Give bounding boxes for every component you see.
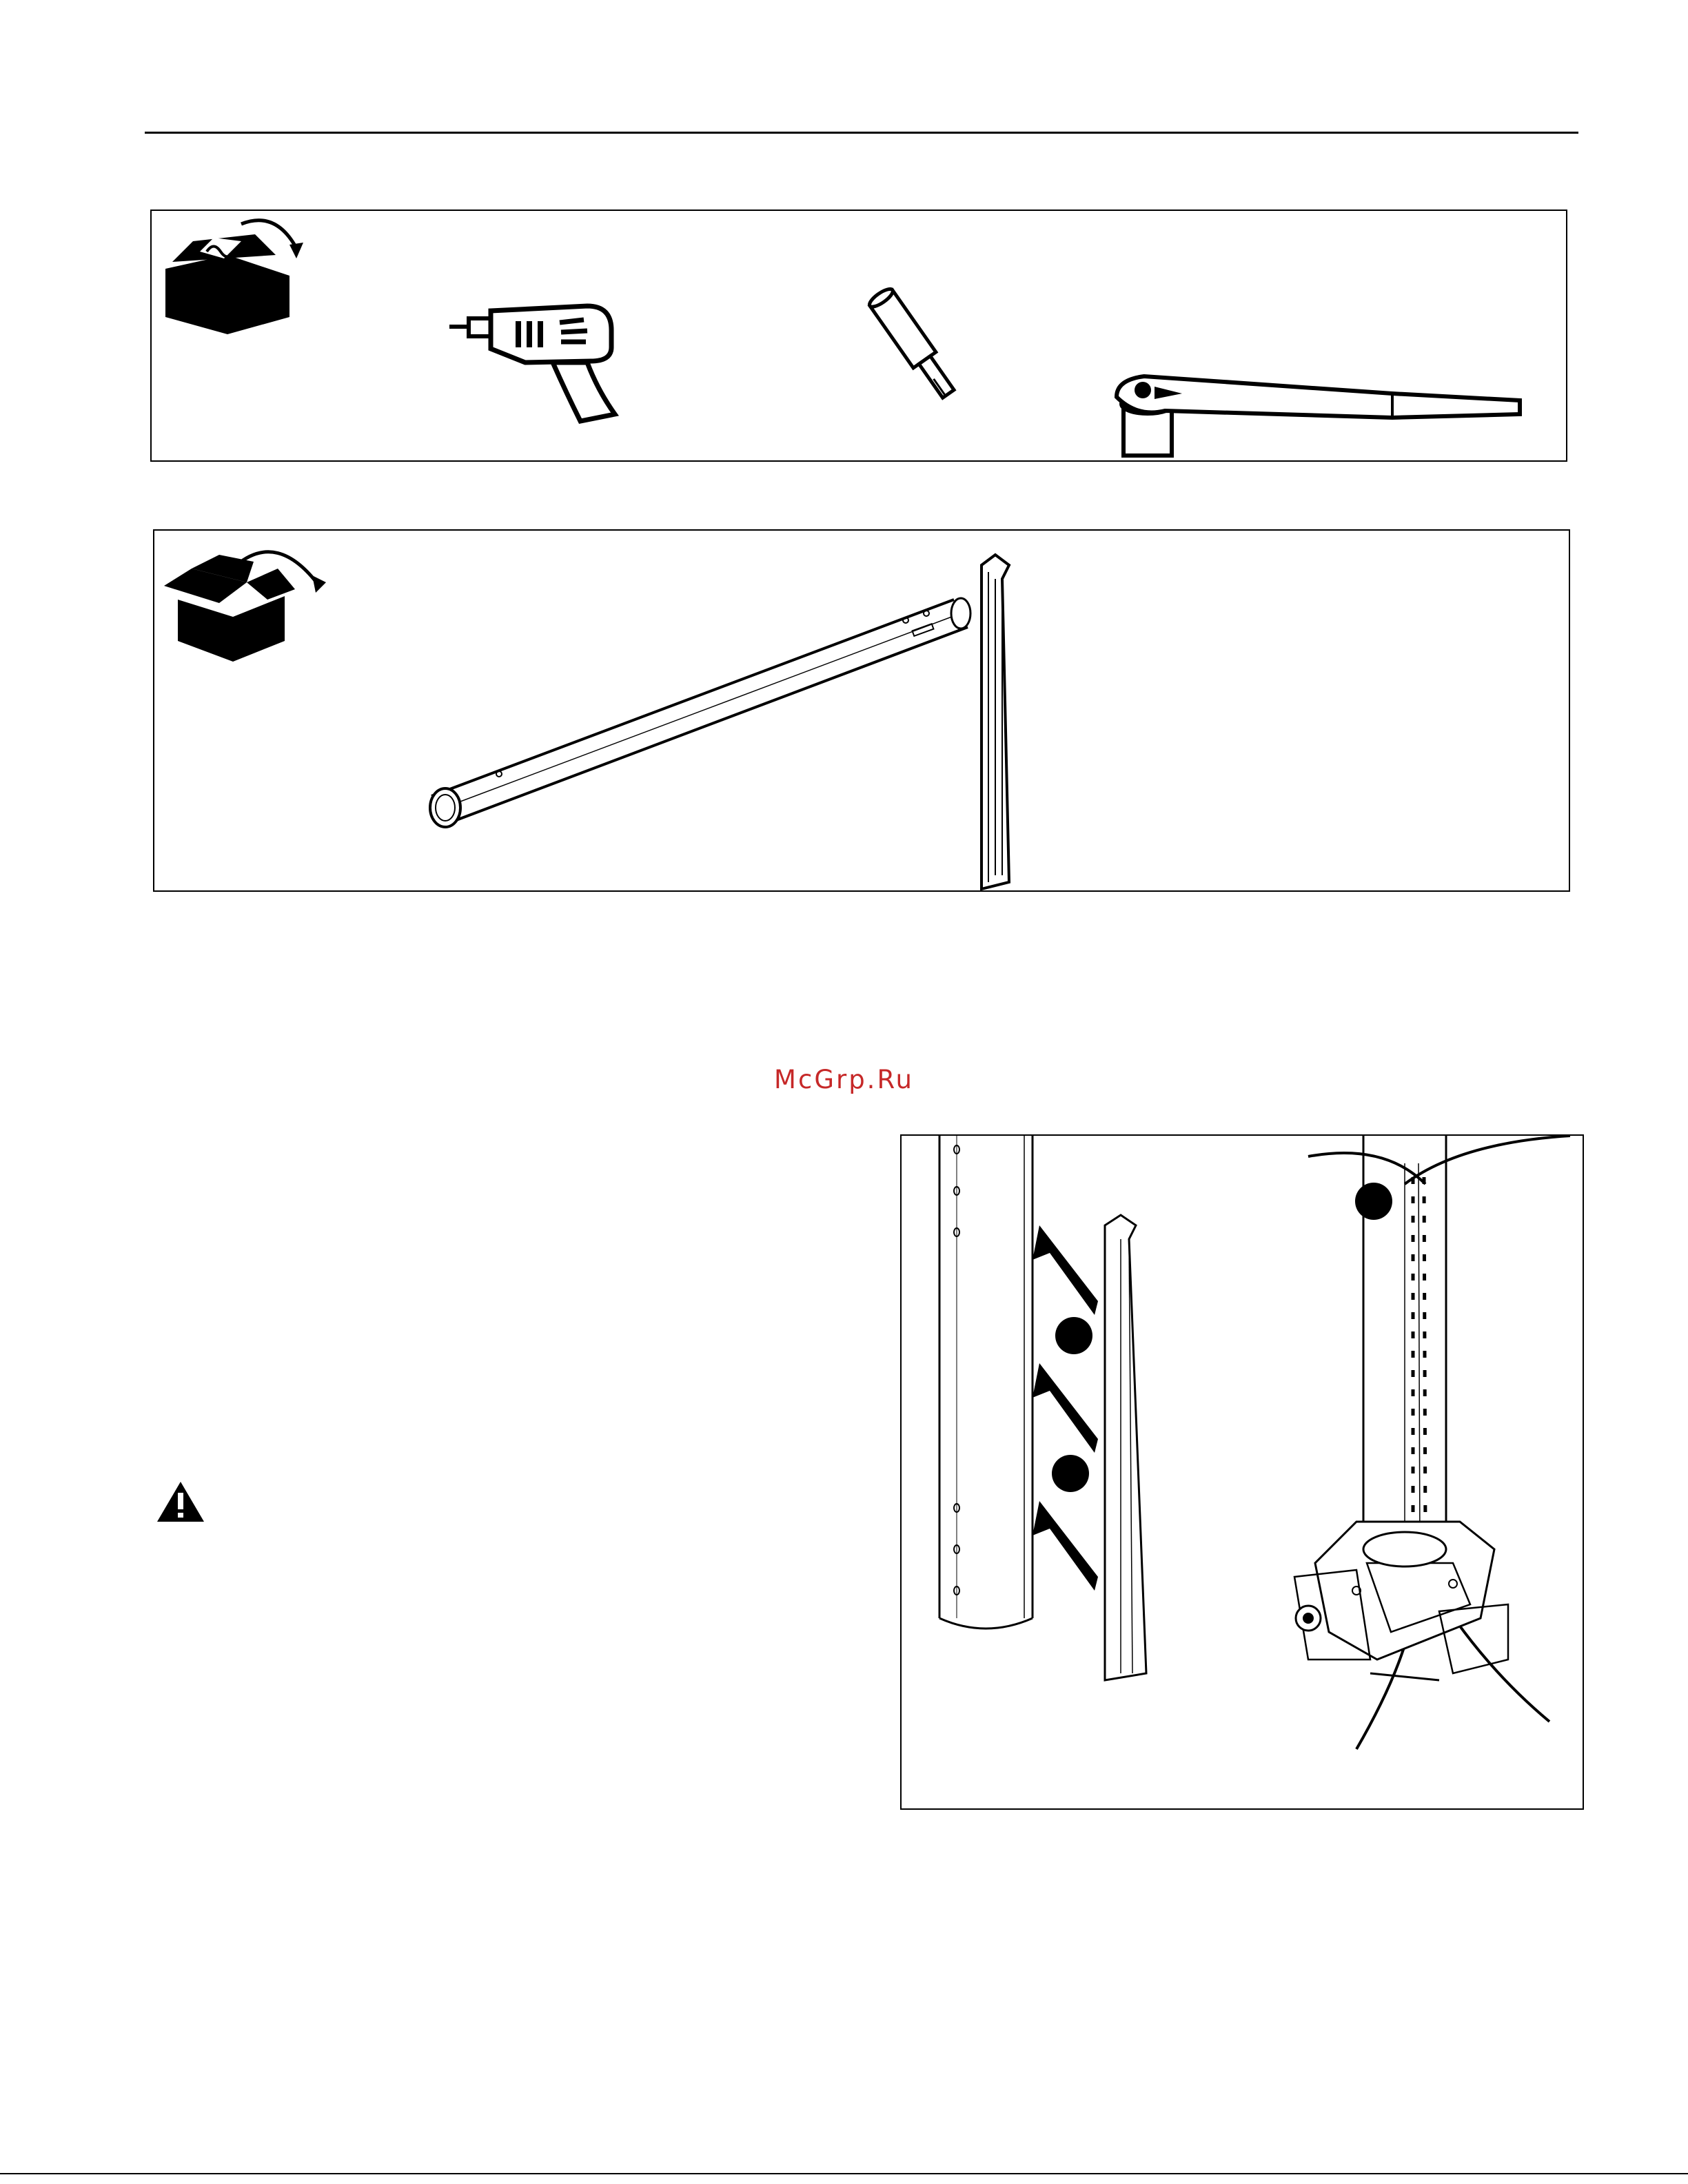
drill-icon — [449, 294, 656, 425]
toolbox-with-arrow-icon — [159, 214, 317, 331]
column-with-cables-mounted-on-adapter — [1232, 1136, 1583, 1808]
callout-dot — [1355, 1183, 1392, 1220]
tools-required-panel — [150, 210, 1567, 462]
extension-column-tube — [416, 586, 982, 834]
callout-dot — [1052, 1455, 1089, 1492]
ratchet-wrench-icon — [1103, 363, 1530, 459]
open-box-with-arrow-icon — [164, 538, 323, 662]
warning-triangle-icon — [156, 1480, 205, 1523]
footer-rule — [0, 2173, 1688, 2174]
parts-included-panel — [153, 529, 1570, 892]
cable-cover-snapping-onto-column — [902, 1136, 1232, 1808]
cable-cover-channel — [975, 551, 1030, 889]
installation-illustration — [900, 1134, 1584, 1810]
callout-dot — [1055, 1317, 1092, 1354]
watermark: McGrp.Ru — [774, 1065, 914, 1094]
header-rule — [145, 132, 1578, 134]
socket-bit-adapter-icon — [855, 280, 979, 418]
